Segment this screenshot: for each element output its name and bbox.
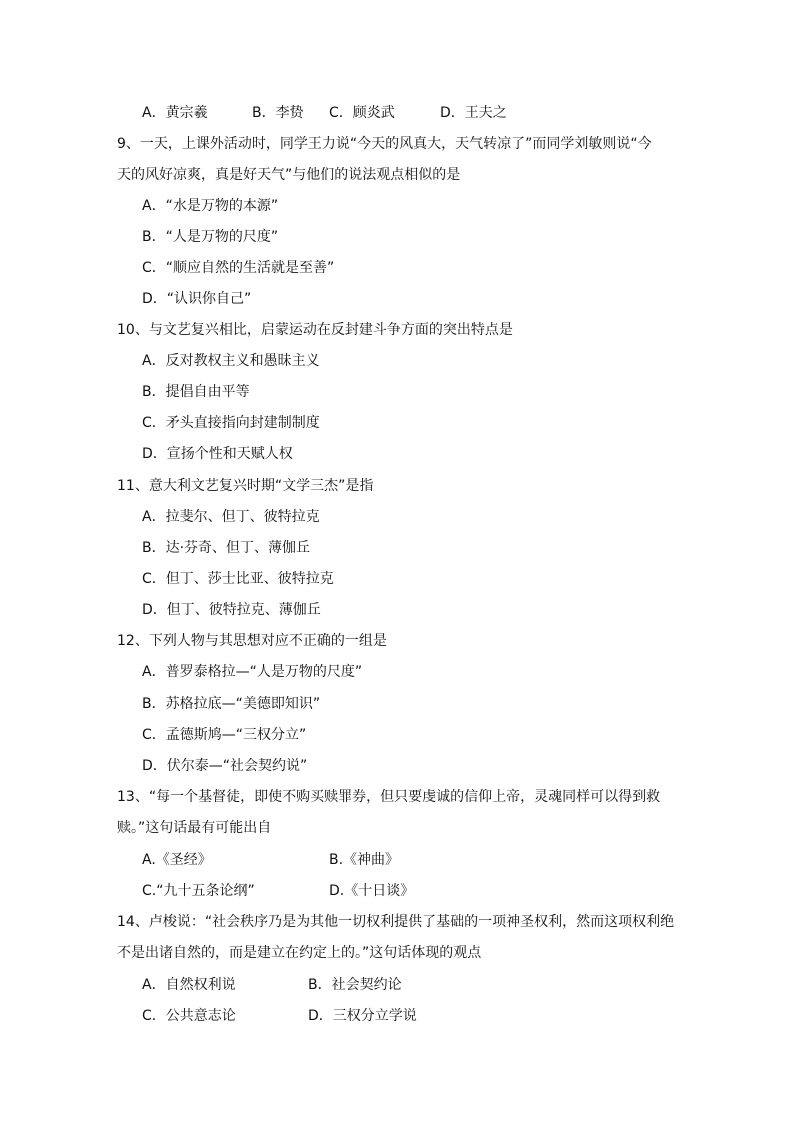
question-stem-continued: 不是出诸自然的，而是建立在约定上的。”这句话体现的观点 [117,945,482,961]
question-stem: 13、“每一个基督徒，即使不购买赎罪券，但只要虔诚的信仰上帝，灵魂同样可以得到救 [117,789,661,805]
option-d: D．王夫之 [440,105,507,121]
option-d: D．宣扬个性和天赋人权 [142,446,293,462]
question-stem-continued: 天的风好凉爽，真是好天气”与他们的说法观点相似的是 [117,167,461,183]
question-stem: 10、与文艺复兴相比，启蒙运动在反封建斗争方面的突出特点是 [117,322,513,338]
option-a: A．反对教权主义和愚昧主义 [142,353,320,369]
option-b: B．李贽 [252,105,304,121]
question-stem: 14、卢梭说：“社会秩序乃是为其他一切权利提供了基础的一项神圣权利，然而这项权利绝 [117,914,675,930]
option-c: C．顾炎武 [329,105,395,121]
option-b: B．“人是万物的尺度” [142,229,279,245]
question-stem: 11、意大利文艺复兴时期“文学三杰”是指 [117,478,374,494]
option-c: C．矛头直接指向封建制制度 [142,415,320,431]
option-d: D．“认识你自己” [142,291,252,307]
option-c: C.“九十五条论纲” [142,883,255,899]
option-c: C．公共意志论 [142,1008,236,1024]
option-a: A．普罗泰格拉—“人是万物的尺度” [142,664,363,680]
option-a: A．拉斐尔、但丁、彼特拉克 [142,509,320,525]
question-stem: 12、下列人物与其思想对应不正确的一组是 [117,633,387,649]
question-stem: 9、一天，上课外活动时，同学王力说“今天的风真大，天气转凉了”而同学刘敏则说“今 [117,136,652,152]
option-c: C．但丁、莎士比亚、彼特拉克 [142,571,334,587]
option-a: A．黄宗羲 [142,105,208,121]
option-b: B．提倡自由平等 [142,384,250,400]
option-d: D．伏尔泰—“社会契约说” [142,758,308,774]
option-d: D.《十日谈》 [329,883,415,899]
option-d: D．但丁、彼特拉克、薄伽丘 [142,602,321,618]
option-c: C．孟德斯鸠—“三权分立” [142,727,307,743]
option-b: B．苏格拉底—“美德即知识” [142,696,321,712]
option-b: B．社会契约论 [308,977,402,993]
option-c: C．“顺应自然的生活就是至善” [142,260,335,276]
option-a: A.《圣经》 [142,852,212,868]
question-stem-continued: 赎。”这句话最有可能出自 [117,820,272,836]
option-d: D．三权分立学说 [308,1008,417,1024]
option-b: B.《神曲》 [329,852,400,868]
option-a: A．“水是万物的本源” [142,198,279,214]
option-a: A．自然权利说 [142,977,236,993]
option-b: B．达·芬奇、但丁、薄伽丘 [142,540,311,556]
